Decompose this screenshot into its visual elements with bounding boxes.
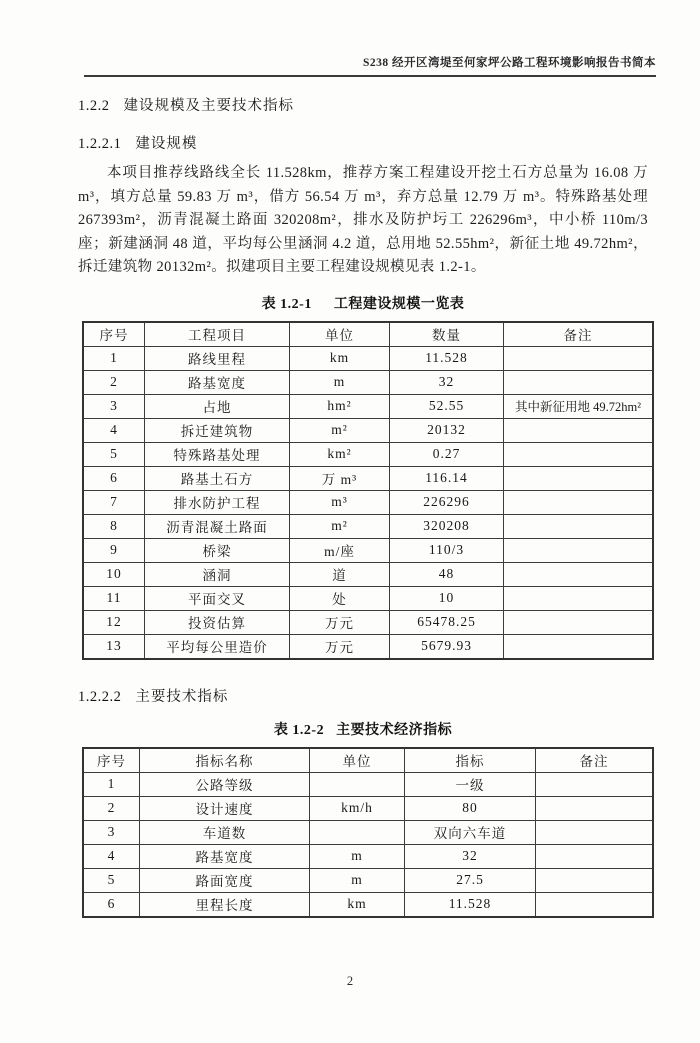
table-cell: 平均每公里造价 [145, 634, 290, 659]
table-cell: 沥青混凝土路面 [145, 514, 290, 538]
table-cell: 4 [83, 418, 145, 442]
table-cell: 10 [83, 562, 145, 586]
section-heading-1-2-2 [78, 94, 648, 115]
table-cell [504, 610, 654, 634]
table-row [83, 370, 653, 394]
section-number: 1.2.2 [78, 98, 110, 114]
table-cell: 其中新征用地 49.72hm² [504, 394, 654, 418]
table-cell: hm² [290, 394, 390, 418]
table-cell: 道 [290, 562, 390, 586]
table-cell [310, 772, 405, 796]
table-cell: 6 [83, 466, 145, 490]
document-page [0, 54, 700, 1043]
table-cell: 路基宽度 [145, 370, 290, 394]
table-row [83, 466, 653, 490]
table-cell [504, 538, 654, 562]
table-cell: 5 [83, 442, 145, 466]
table-row [83, 892, 653, 917]
table-cell: 路线里程 [145, 346, 290, 370]
table-cell: 32 [390, 370, 504, 394]
table1-caption-title: 工程建设规模一览表 [333, 296, 465, 312]
table-cell [536, 796, 654, 820]
table-cell: km/h [310, 796, 405, 820]
column-header: 备注 [504, 322, 654, 347]
table-cell: 80 [405, 796, 536, 820]
column-header: 数量 [390, 322, 504, 347]
table-cell: 处 [290, 586, 390, 610]
tech-indicator-table [82, 747, 654, 918]
table-cell: 路面宽度 [140, 868, 310, 892]
table-cell: 5679.93 [390, 634, 504, 659]
table-cell: 路基土石方 [145, 466, 290, 490]
section-title: 主要技术指标 [135, 688, 229, 705]
table-cell: 48 [390, 562, 504, 586]
table-row [83, 586, 653, 610]
table1-caption-label: 表 1.2-1 [261, 296, 312, 312]
table-header-row [83, 748, 653, 773]
column-header: 指标 [405, 748, 536, 773]
table-cell: 1 [83, 346, 145, 370]
section-title: 建设规模 [135, 136, 198, 152]
table-cell [504, 466, 654, 490]
table-cell [310, 820, 405, 844]
table1-caption [78, 293, 648, 313]
section-heading-1-2-2-2 [78, 685, 648, 706]
table2-caption [78, 719, 648, 739]
table-cell: 11 [83, 586, 145, 610]
table-row [83, 442, 653, 466]
table-cell [504, 370, 654, 394]
table-cell: 公路等级 [140, 772, 310, 796]
table-cell [504, 442, 654, 466]
column-header: 备注 [536, 748, 654, 773]
table-cell: m² [290, 514, 390, 538]
table-cell: 10 [390, 586, 504, 610]
table-row [83, 820, 653, 844]
table-cell: 0.27 [390, 442, 504, 466]
table-cell: 一级 [405, 772, 536, 796]
table-cell: 52.55 [390, 394, 504, 418]
table-cell [504, 418, 654, 442]
table-cell: 2 [83, 370, 145, 394]
column-header: 序号 [83, 748, 140, 773]
table-cell: 路基宽度 [140, 844, 310, 868]
table-cell: 226296 [390, 490, 504, 514]
table-cell: 里程长度 [140, 892, 310, 917]
table-row [83, 868, 653, 892]
table-cell: 11.528 [405, 892, 536, 917]
table-cell: 特殊路基处理 [145, 442, 290, 466]
table-row [83, 514, 653, 538]
table-cell [504, 562, 654, 586]
table-cell: 65478.25 [390, 610, 504, 634]
table-cell: 8 [83, 514, 145, 538]
table-cell: 投资估算 [145, 610, 290, 634]
table2-caption-title: 主要技术经济指标 [336, 722, 453, 738]
table-cell: m [310, 844, 405, 868]
table-cell: 排水防护工程 [145, 490, 290, 514]
column-header: 单位 [290, 322, 390, 347]
table-cell [536, 820, 654, 844]
table-cell [504, 514, 654, 538]
table-cell: 6 [83, 892, 140, 917]
table-cell: 双向六车道 [405, 820, 536, 844]
section-number: 1.2.2.2 [78, 688, 122, 705]
table-cell: 32 [405, 844, 536, 868]
table-cell: 1 [83, 772, 140, 796]
table-cell: 3 [83, 820, 140, 844]
table-cell [536, 772, 654, 796]
page-content [78, 94, 648, 918]
page-number: 2 [346, 974, 354, 988]
table-cell [536, 844, 654, 868]
table-row [83, 772, 653, 796]
table-cell: 万元 [290, 634, 390, 659]
table-cell: 9 [83, 538, 145, 562]
section-heading-1-2-2-1 [78, 132, 648, 153]
table-cell: 4 [83, 844, 140, 868]
table-cell: 7 [83, 490, 145, 514]
table-cell: m² [290, 418, 390, 442]
table-cell [504, 586, 654, 610]
table-cell: 桥梁 [145, 538, 290, 562]
table-cell: 车道数 [140, 820, 310, 844]
table-row [83, 394, 653, 418]
table-cell: 平面交叉 [145, 586, 290, 610]
table-row [83, 796, 653, 820]
page-header-text: S238 经开区湾堤至何家坪公路工程环境影响报告书简本 [362, 57, 656, 69]
table-row [83, 634, 653, 659]
table-cell: km [310, 892, 405, 917]
table-cell: 涵洞 [145, 562, 290, 586]
column-header: 指标名称 [140, 748, 310, 773]
body-paragraph: 本项目推荐线路线全长 11.528km，推荐方案工程建设开挖土石方总量为 16.08 万 m³，填方总量 59.83 万 m³，借方 56.54 万 m³，弃方总量 12.79 万 m³。特殊路基处理 267393m²，沥青混凝土路面 320208m²，排水及防护圬工 226296m³，中小桥 110m/3 座；新建涵洞 48 道，平均每公里涵洞 4.2 道，总用地 52.55hm²，新征土地 49.72hm²，拆迁建筑物 20132m²。拟建项目主要工程建设规模见表 1.2-1。 [78, 165, 648, 276]
table-cell: 20132 [390, 418, 504, 442]
table-cell: 27.5 [405, 868, 536, 892]
section-number: 1.2.2.1 [78, 136, 122, 152]
table-row [83, 538, 653, 562]
table-row [83, 490, 653, 514]
table-cell: m [290, 370, 390, 394]
table-cell: 拆迁建筑物 [145, 418, 290, 442]
table-cell: 320208 [390, 514, 504, 538]
table-cell: 11.528 [390, 346, 504, 370]
table-cell: 万 m³ [290, 466, 390, 490]
table-cell: 万元 [290, 610, 390, 634]
column-header: 工程项目 [145, 322, 290, 347]
table-cell [504, 490, 654, 514]
table-cell: 12 [83, 610, 145, 634]
table-cell: 116.14 [390, 466, 504, 490]
table-cell: m³ [290, 490, 390, 514]
table-row [83, 346, 653, 370]
table-cell: km [290, 346, 390, 370]
table-row [83, 844, 653, 868]
table-cell: 3 [83, 394, 145, 418]
table-cell [504, 634, 654, 659]
table-row [83, 562, 653, 586]
table-cell: 5 [83, 868, 140, 892]
table-cell [536, 868, 654, 892]
table-cell: 设计速度 [140, 796, 310, 820]
table-row [83, 610, 653, 634]
table-cell: 2 [83, 796, 140, 820]
table2-caption-label: 表 1.2-2 [273, 722, 325, 738]
table-cell: 110/3 [390, 538, 504, 562]
table-row [83, 418, 653, 442]
table-cell: 13 [83, 634, 145, 659]
table-cell [536, 892, 654, 917]
section-title: 建设规模及主要技术指标 [123, 98, 294, 114]
table-cell: 占地 [145, 394, 290, 418]
table-cell [504, 346, 654, 370]
table-cell: m [310, 868, 405, 892]
table-header-row [83, 322, 653, 347]
column-header: 单位 [310, 748, 405, 773]
page-header [84, 54, 656, 77]
table-cell: km² [290, 442, 390, 466]
column-header: 序号 [83, 322, 145, 347]
table-cell: m/座 [290, 538, 390, 562]
construction-scale-table [82, 321, 654, 660]
